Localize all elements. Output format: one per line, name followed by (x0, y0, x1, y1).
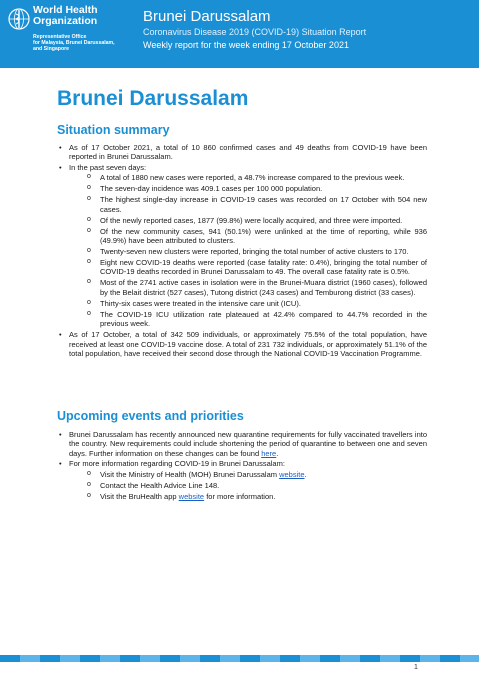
sub-list-item-text: Visit the BruHealth app (100, 491, 179, 501)
list-item-text: In the past seven days: (69, 162, 147, 172)
header-country: Brunei Darussalam (143, 8, 271, 25)
moh-website-link[interactable]: website (279, 469, 305, 479)
list-item-text: Brunei Darussalam has recently announced new quarantine requirements for fully vaccinated travellers into the country. New requirements could include shortening the period of quarantine to between one and seven days. Further information on these changes can be found (69, 430, 427, 458)
sub-list-item-text-end: . (304, 469, 307, 479)
sub-list-item: o Eight new COVID-19 deaths were reported (case fatality rate: 0.4%), bringing the total number of COVID-19 deaths recorded in Brunei Darussalam to 49. The overall case fatality rate is 0.5%. (69, 258, 427, 277)
org-line2: Organization (33, 15, 98, 27)
header-week: Weekly report for the week ending 17 October 2021 (143, 40, 349, 50)
sub-list-item: o Of the newly reported cases, 1877 (99.8%) were locally acquired, and three were imported. (69, 216, 427, 225)
sub-list-item: o Contact the Health Advice Line 148. (69, 481, 427, 490)
sub-list-item: o Of the new community cases, 941 (50.1%) were unlinked at the time of reporting, while 936 (49.9%) have been attributed to clusters. (69, 227, 427, 246)
page-number: 1 (414, 664, 418, 671)
sub-list-item: o A total of 1880 new cases were reported, a 48.7% increase compared to the previous week. (69, 173, 427, 182)
list-item: • As of 17 October, a total of 342 509 individuals, or approximately 75.5% of the total population, have received at least one COVID-19 vaccine dose. A total of 231 732 individuals, or approximately 51.1% of the total population, have received their second dose through the National COVID-19 Vaccination Programme. (57, 330, 427, 358)
header-subtitle: Coronavirus Disease 2019 (COVID-19) Situation Report (143, 27, 367, 37)
list-item: • As of 17 October 2021, a total of 10 860 confirmed cases and 49 deaths from COVID-19 have been reported in Brunei Darussalam. (57, 143, 427, 162)
office-line2: for Malaysia, Brunei Darussalam, (33, 40, 115, 46)
situation-summary-list (57, 143, 427, 359)
sub-list-item: o The highest single-day increase in COVID-19 cases was recorded on 17 October with 504 new cases. (69, 195, 427, 214)
sub-list-item-text-end: for more information. (204, 491, 276, 501)
office-line1: Representative Office (33, 34, 87, 40)
quarantine-info-link[interactable]: here (261, 448, 277, 458)
sub-list-item: o The seven-day incidence was 409.1 cases per 100 000 population. (69, 184, 427, 193)
sub-list-item: o The COVID-19 ICU utilization rate plateaued at 42.4% compared to 44.7% recorded in the previous week. (69, 310, 427, 329)
sub-list-item (69, 470, 427, 479)
footer-bar (0, 655, 479, 662)
org-line1: World Health (33, 4, 98, 16)
page-title: Brunei Darussalam (57, 87, 249, 110)
list-item (57, 163, 427, 329)
who-emblem-icon (8, 8, 30, 30)
upcoming-events-heading: Upcoming events and priorities (57, 409, 244, 423)
office-label (33, 34, 133, 52)
list-item-text: For more information regarding COVID-19 in Brunei Darussalam: (69, 459, 285, 469)
list-item-text-end: . (276, 448, 279, 458)
sub-list-item: o Most of the 2741 active cases in isolation were in the Brunei-Muara district (1960 cases), followed by the Belait district (527 cases), Tutong district (243 cases) and Temburong district (33 cases). (69, 278, 427, 297)
sub-list-item (69, 492, 427, 501)
list-item (57, 430, 427, 458)
situation-summary-heading: Situation summary (57, 123, 170, 137)
bruhealth-website-link[interactable]: website (178, 491, 205, 501)
sub-list-item: o Thirty-six cases were treated in the intensive care unit (ICU). (69, 299, 427, 308)
report-header (0, 0, 479, 68)
list-item (57, 459, 427, 501)
sub-list-item: o Twenty-seven new clusters were reported, bringing the total number of active clusters to 170. (69, 247, 427, 256)
sub-list-item-text: Visit the Ministry of Health (MOH) Brunei Darussalam (100, 469, 280, 479)
who-wordmark (33, 5, 98, 27)
office-line3: and Singapore (33, 46, 70, 52)
upcoming-events-list (57, 430, 427, 503)
